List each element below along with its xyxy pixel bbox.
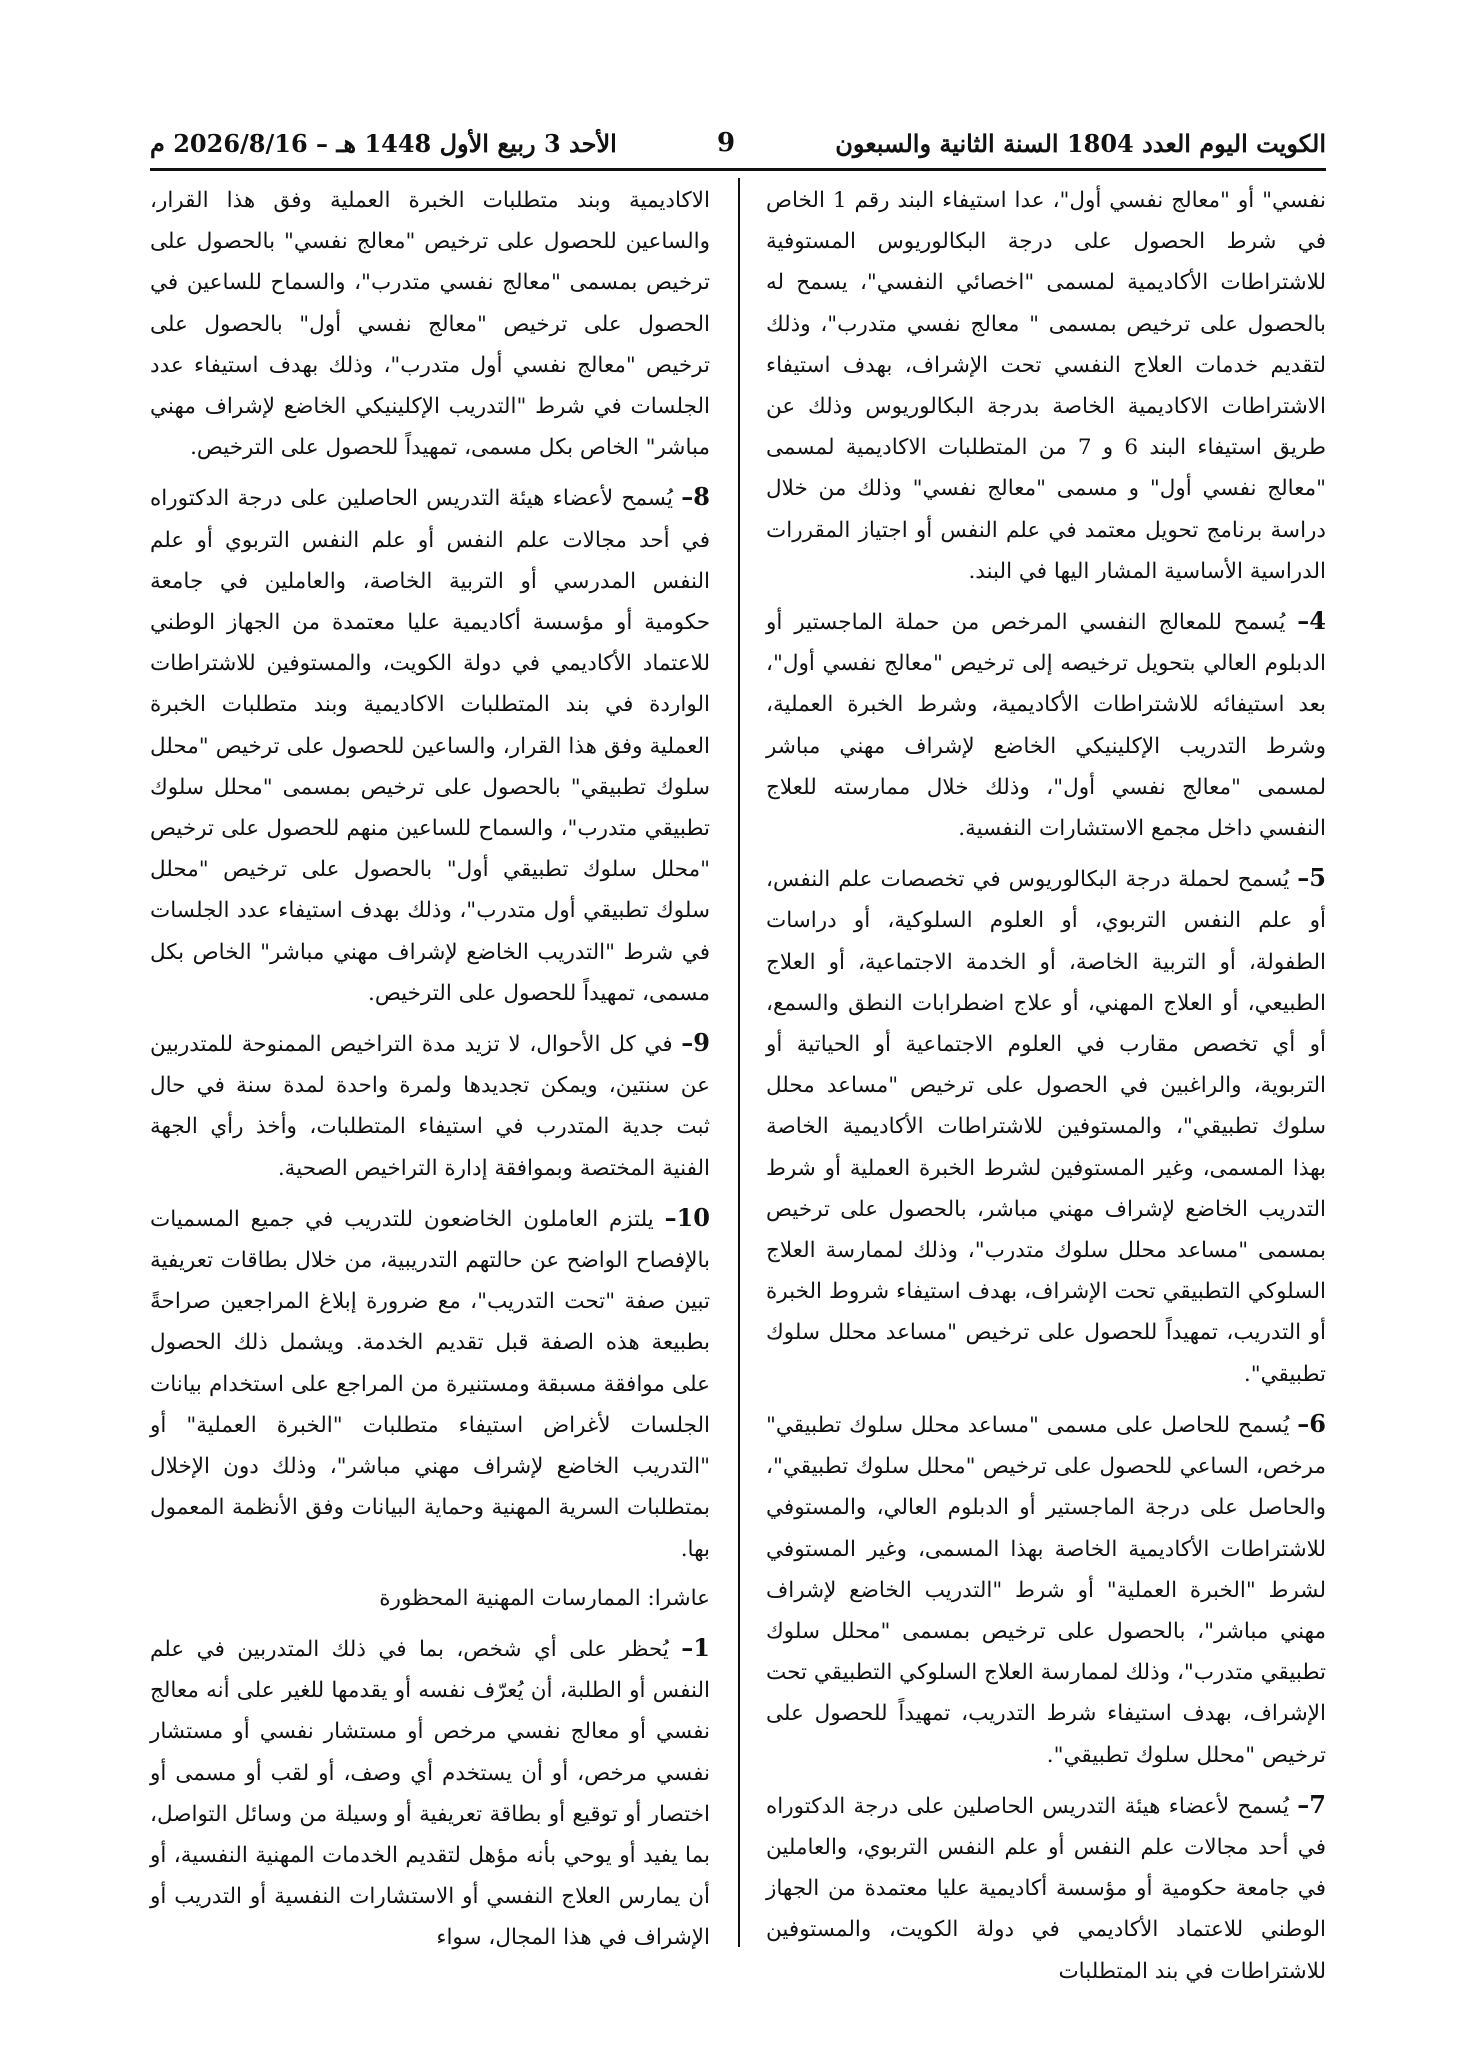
paragraph-text: الاكاديمية وبند متطلبات الخبرة العملية وفق هذا القرار، والساعين للحصول على ترخيص "معالج نفسي" بالحصول على ترخيص بمسمى "معالج نفسي متدرب"، والسماح للساعين في الحصول على ترخيص "معالج نفسي أول" بالحصول على ترخيص "معالج نفسي أول متدرب"، وذلك بهدف استيفاء عدد الجلسات في شرط "التدريب الإكلينيكي الخاضع لإشراف مهني مباشر" الخاص بكل مسمى، تمهيداً للحصول على الترخيص. [150, 188, 710, 461]
paragraph [150, 476, 710, 1014]
paragraph-text: يُسمح للمعالج النفسي المرخص من حملة الماجستير أو الدبلوم العالي بتحويل ترخيصه إلى ترخيص "معالج نفسي أول"، بعد استيفائه للاشتراطات الأكاديمية، وشرط الخبرة العملية، وشرط التدريب الإكلينيكي الخاضع لإشراف مهني مباشر لمسمى "معالج نفسي أول"، وذلك خلال ممارسته للعلاج النفسي داخل مجمع الاستشارات النفسية. [766, 610, 1326, 842]
paragraph [150, 1627, 710, 1959]
clause-number: 9– [681, 1028, 710, 1058]
clause-number: 5– [1297, 863, 1326, 893]
header-rule [150, 168, 1326, 171]
clause-number: 4– [1297, 606, 1326, 636]
clause-number: 10– [664, 1202, 710, 1232]
paragraph [766, 180, 1326, 592]
paragraph-text: يلتزم العاملون الخاضعون للتدريب في جميع المسميات بالإفصاح الواضح عن حالتهم التدريبية، من خلال بطاقات تعريفية تبين صفة "تحت التدريب"، مع ضرورة إبلاغ المراجعين صراحةً بطبيعة هذه الصفة قبل تقديم الخدمة. ويشمل ذلك الحصول على موافقة مسبقة ومستنيرة من المراجع على استخدام بيانات الجلسات لأغراض استيفاء متطلبات "الخبرة العملية" أو "التدريب الخاضع لإشراف مهني مباشر"، وذلك دون الإخلال بمتطلبات السرية المهنية وحماية البيانات وفق الأنظمة المعمول بها. [150, 1206, 710, 1562]
left-column [150, 180, 710, 1967]
page-number: 9 [716, 128, 736, 158]
gazette-issue-info: الكويت اليوم العدد 1804 السنة الثانية والسبعون [835, 128, 1326, 158]
clause-number: 6– [1297, 1408, 1326, 1438]
paragraph-text: يُسمح لأعضاء هيئة التدريس الحاصلين على درجة الدكتوراه في أحد مجالات علم النفس أو علم النفس التربوي، والعاملين في جامعة حكومية أو مؤسسة أكاديمية عليا معتمدة من الجهاز الوطني للاعتماد الأكاديمي في دولة الكويت، والمستوفين للاشتراطات في بند المتطلبات [766, 1793, 1326, 1984]
paragraph [766, 1403, 1326, 1776]
clause-number: 8– [681, 482, 710, 512]
right-column [766, 180, 1327, 1984]
paragraph-text: نفسي" أو "معالج نفسي أول"، عدا استيفاء البند رقم 1 الخاص في شرط الحصول على درجة البكالوريوس المستوفية للاشتراطات الأكاديمية لمسمى "اخصائي النفسي"، يسمح له بالحصول على ترخيص بمسمى " معالج نفسي متدرب"، وذلك لتقديم خدمات العلاج النفسي تحت الإشراف، بهدف استيفاء الاشتراطات الاكاديمية الخاصة بدرجة البكالوريوس وذلك عن طريق استيفاء البند 6 و 7 من المتطلبات الاكاديمية لمسمى "معالج نفسي أول" و مسمى "معالج نفسي" وذلك من خلال دراسة برنامج تحويل معتمد في علم النفس أو اجتياز المقررات الدراسية الأساسية المشار اليها في البند. [766, 188, 1327, 584]
paragraph [766, 600, 1326, 849]
paragraph-text: يُسمح لحملة درجة البكالوريوس في تخصصات علم النفس، أو علم النفس التربوي، أو العلوم السلوكية، أو دراسات الطفولة، أو التربية الخاصة، أو الخدمة الاجتماعية، أو العلاج الطبيعي، أو العلاج المهني، أو علاج اضطرابات النطق والسمع، أو أي تخصص مقارب في العلوم الاجتماعية أو الحياتية أو التربوية، والراغبين في الحصول على ترخيص "مساعد محلل سلوك تطبيقي"، والمستوفين للاشتراطات الأكاديمية الخاصة بهذا المسمى، وغير المستوفين لشرط الخبرة العملية أو شرط التدريب الخاضع لإشراف مهني مباشر، بالحصول على ترخيص بمسمى "مساعد محلل سلوك متدرب"، وذلك لممارسة العلاج السلوكي التطبيقي تحت الإشراف، بهدف استيفاء شروط الخبرة أو التدريب، تمهيداً للحصول على ترخيص "مساعد محلل سلوك تطبيقي". [766, 867, 1326, 1387]
column-divider [738, 178, 740, 1947]
page-header [150, 120, 1326, 166]
paragraph [766, 857, 1326, 1395]
paragraph [150, 1197, 710, 1570]
issue-date: الأحد 3 ربيع الأول 1448 هـ – 2026/8/16 م [150, 128, 617, 158]
paragraph-text: يُحظر على أي شخص، بما في ذلك المتدربين في علم النفس أو الطلبة، أن يُعرّف نفسه أو يقدمها للغير على أنه معالج نفسي أو معالج نفسي مرخص أو مستشار نفسي أو مستشار نفسي مرخص، أو أن يستخدم أي وصف، أو لقب أو مسمى أو اختصار أو توقيع أو بطاقة تعريفية أو وسيلة من وسائل التواصل، بما يفيد أو يوحي بأنه مؤهل لتقديم الخدمات المهنية النفسية، أو أن يمارس العلاج النفسي أو الاستشارات النفسية أو التدريب أو الإشراف في هذا المجال، سواء [150, 1636, 710, 1951]
paragraph-text: في كل الأحوال، لا تزيد مدة التراخيص الممنوحة للمتدربين عن سنتين، ويمكن تجديدها ولمرة واحدة لمدة سنة في حال ثبت جدية المتدرب في استيفاء المتطلبات، وأخذ رأي الجهة الفنية المختصة وبموافقة إدارة التراخيص الصحية. [150, 1032, 710, 1181]
clause-number: 7– [1297, 1789, 1326, 1819]
paragraph-text: يُسمح لأعضاء هيئة التدريس الحاصلين على درجة الدكتوراه في أحد مجالات علم النفس أو علم النفس التربوي أو علم النفس المدرسي أو التربية الخاصة، والعاملين في جامعة حكومية أو مؤسسة أكاديمية عليا معتمدة من الجهاز الوطني للاعتماد الأكاديمي في دولة الكويت، والمستوفين للاشتراطات الواردة في بند المتطلبات الاكاديمية وبند متطلبات الخبرة العملية وفق هذا القرار، والساعين للحصول على ترخيص "محلل سلوك تطبيقي" بالحصول على ترخيص بمسمى "محلل سلوك تطبيقي متدرب"، والسماح للساعين منهم للحصول على ترخيص "محلل سلوك تطبيقي أول" بالحصول على ترخيص "محلل سلوك تطبيقي أول متدرب"، وذلك بهدف استيفاء عدد الجلسات في شرط "التدريب الخاضع لإشراف مهني مباشر" الخاص بكل مسمى، تمهيداً للحصول على الترخيص. [150, 486, 710, 1006]
clause-number: 1– [681, 1632, 710, 1662]
paragraph-text: يُسمح للحاصل على مسمى "مساعد محلل سلوك تطبيقي" مرخص، الساعي للحصول على ترخيص "محلل سلوك تطبيقي"، والحاصل على درجة الماجستير أو الدبلوم العالي، والمستوفي للاشتراطات الأكاديمية الخاصة بهذا المسمى، وغير المستوفي لشرط "الخبرة العملية" أو شرط "التدريب الخاضع لإشراف مهني مباشر"، بالحصول على ترخيص بمسمى "محلل سلوك تطبيقي متدرب"، وذلك لممارسة العلاج السلوكي التطبيقي تحت الإشراف، بهدف استيفاء شرط التدريب، تمهيداً للحصول على ترخيص "محلل سلوك تطبيقي". [766, 1412, 1326, 1768]
paragraph-text: عاشرا: الممارسات المهنية المحظورة [379, 1585, 710, 1611]
paragraph [150, 180, 710, 468]
paragraph [150, 1022, 710, 1189]
section-heading [150, 1578, 710, 1619]
paragraph [766, 1784, 1326, 1992]
